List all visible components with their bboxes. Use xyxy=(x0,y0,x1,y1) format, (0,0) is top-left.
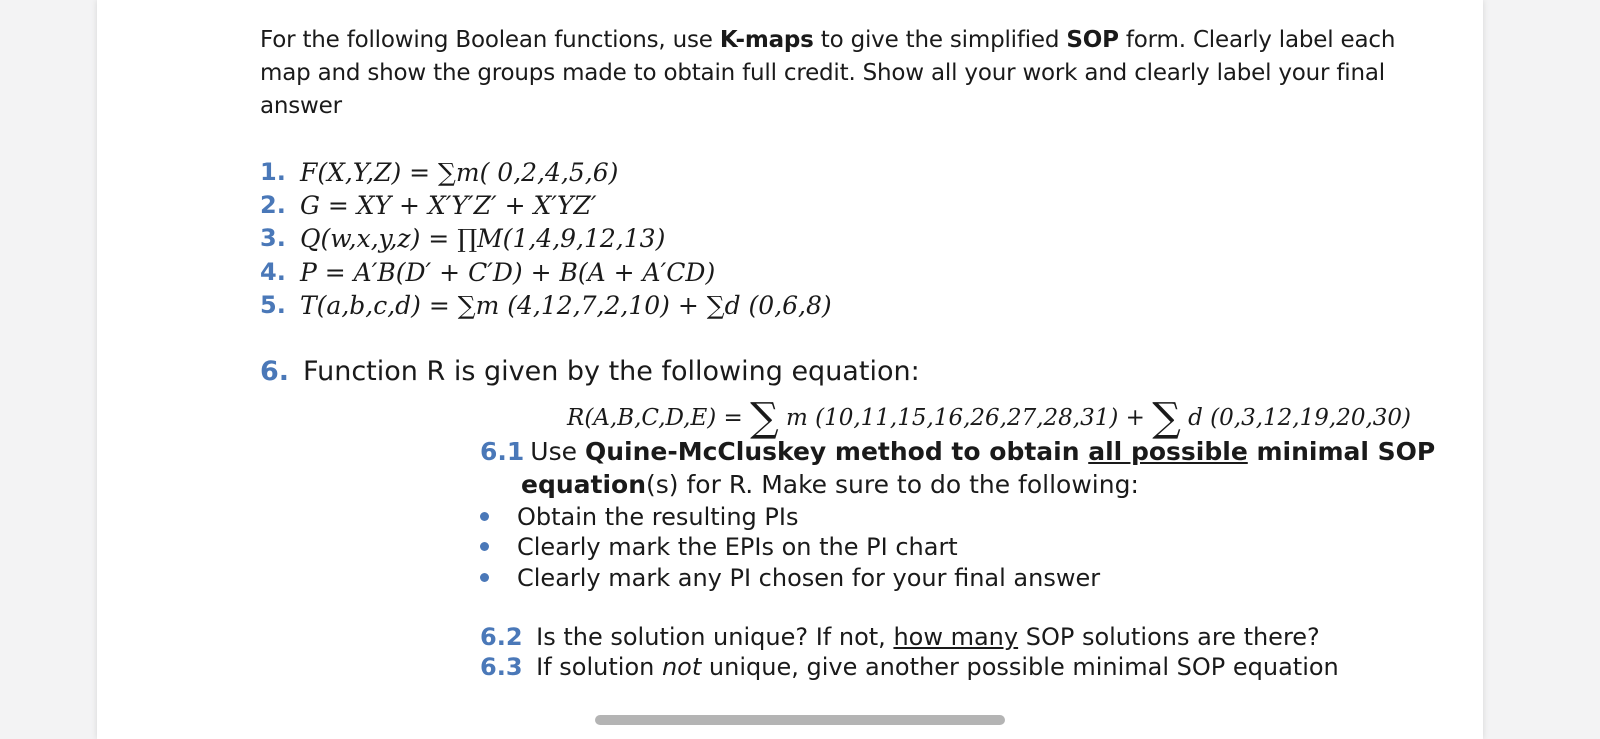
bullet-item xyxy=(480,564,1100,592)
subquestion-text: unique, give another possible minimal SOP equation xyxy=(701,653,1339,681)
sigma-symbol: ∑ xyxy=(750,395,779,441)
function-r-equation xyxy=(567,395,1411,441)
bullet-item xyxy=(480,533,958,561)
question-6-1-line1 xyxy=(480,437,1435,466)
subquestion-number: 6.2 xyxy=(480,623,523,651)
problem-number: 5. xyxy=(260,291,286,319)
problem-equation: P = A′B(D′ + C′D) + B(A + A′CD) xyxy=(300,258,716,287)
equation-part: d (0,3,12,19,20,30) xyxy=(1180,405,1412,431)
subquestion-text: SOP solutions are there? xyxy=(1018,623,1320,651)
problem-number: 2. xyxy=(260,191,286,219)
subquestion-number: 6.3 xyxy=(480,653,523,681)
intro-text: For the following Boolean functions, use xyxy=(260,27,720,53)
scroll-indicator[interactable] xyxy=(595,715,1005,725)
intro-text: to give the simplified xyxy=(813,27,1067,53)
equation-part: R(A,B,C,D,E) = xyxy=(567,405,751,431)
subquestion-text: If solution xyxy=(528,653,662,681)
sop-keyword: SOP xyxy=(1066,27,1119,53)
subquestion-text: (s) for R. Make sure to do the following: xyxy=(646,470,1139,499)
problem-equation: T(a,b,c,d) = ∑m (4,12,7,2,10) + ∑d (0,6,8) xyxy=(300,291,832,320)
subquestion-text: Is the solution unique? If not, xyxy=(528,623,894,651)
document-page xyxy=(97,0,1483,739)
question-6-3 xyxy=(480,653,1339,681)
question-6-1-line2 xyxy=(521,470,1139,499)
question-text: Function R is given by the following equation: xyxy=(303,356,920,387)
problem-number: 3. xyxy=(260,224,286,252)
bullet-text: Clearly mark the EPIs on the PI chart xyxy=(517,533,958,561)
bullet-dot xyxy=(480,512,489,521)
intro-text: form. Clearly label each map and show the groups made to obtain full credit. Show all your work and clearly label your final answer xyxy=(260,27,1396,119)
subquestion-underlined-text: all possible xyxy=(1088,437,1248,466)
subquestion-bold-text: equation xyxy=(521,470,647,499)
sigma-symbol: ∑ xyxy=(1152,395,1181,441)
question-6-heading xyxy=(260,356,920,387)
question-number: 6. xyxy=(260,356,290,387)
bullet-item xyxy=(480,503,798,531)
bullet-dot xyxy=(480,542,489,551)
subquestion-underlined-text: how many xyxy=(893,623,1019,651)
equation-part: m (10,11,15,16,26,27,28,31) + xyxy=(778,405,1153,431)
subquestion-bold-text: minimal SOP xyxy=(1247,437,1436,466)
problem-equation: G = XY + X′Y′Z′ + X′YZ′ xyxy=(300,191,597,220)
subquestion-italic-text: not xyxy=(661,653,702,681)
bullet-text: Clearly mark any PI chosen for your final answer xyxy=(517,564,1101,592)
problem-number: 1. xyxy=(260,158,286,186)
bullet-dot xyxy=(480,573,489,582)
subquestion-bold-text: Quine-McCluskey method to obtain xyxy=(584,437,1089,466)
instructions-paragraph xyxy=(260,24,1430,123)
problem-equation: Q(w,x,y,z) = ∏M(1,4,9,12,13) xyxy=(300,224,666,253)
question-6-2 xyxy=(480,623,1320,651)
problem-number: 4. xyxy=(260,258,286,286)
problem-equation: F(X,Y,Z) = ∑m( 0,2,4,5,6) xyxy=(300,158,619,187)
bullet-text: Obtain the resulting PIs xyxy=(517,503,799,531)
subquestion-text: Use xyxy=(530,437,585,466)
kmaps-keyword: K-maps xyxy=(719,27,814,53)
subquestion-number: 6.1 xyxy=(480,437,525,466)
